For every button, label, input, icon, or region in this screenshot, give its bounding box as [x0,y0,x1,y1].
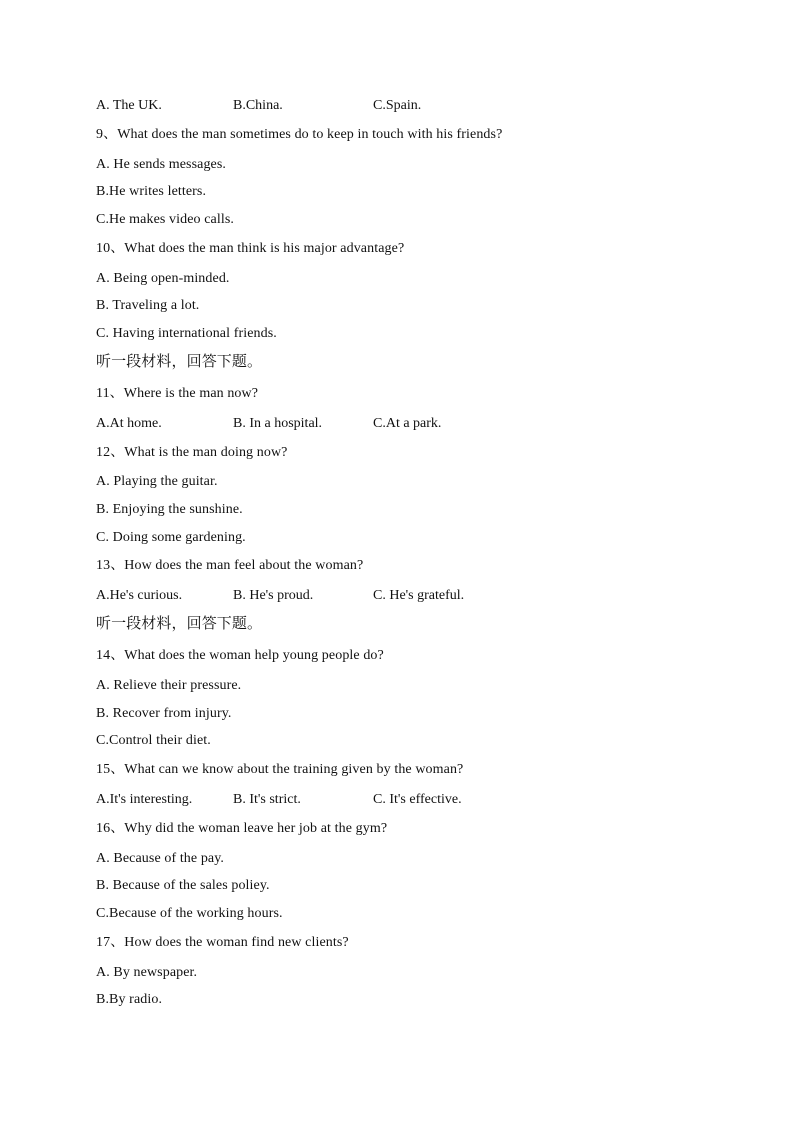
q10-option-b: B. Traveling a lot. [96,298,200,313]
q8-option-c: C.Spain. [373,98,422,113]
q8-option-b: B.China. [233,98,283,113]
q15-option-a: A.It's interesting. [96,792,193,807]
q16-question: 16、Why did the woman leave her job at the gym? [96,821,388,836]
q12-question: 12、What is the man doing now? [96,445,288,460]
q11-option-c: C.At a park. [373,416,442,431]
q11-option-a: A.At home. [96,416,162,431]
q8-options-row [96,97,696,115]
q13-question: 13、How does the man feel about the woman? [96,558,364,573]
q10-question: 10、What does the man think is his major advantage? [96,241,405,256]
q15-option-c: C. It's effective. [373,792,462,807]
q14-option-b: B. Recover from injury. [96,706,232,721]
q8-option-a: A. The UK. [96,98,162,113]
q9-option-b: B.He writes letters. [96,184,207,199]
q12-option-c: C. Doing some gardening. [96,530,246,545]
q9-option-c: C.He makes video calls. [96,212,234,227]
q17-question: 17、How does the woman find new clients? [96,935,349,950]
q15-question: 15、What can we know about the training given by the woman? [96,762,464,777]
q14-option-c: C.Control their diet. [96,733,211,748]
q11-option-b: B. In a hospital. [233,416,323,431]
q13-options-row [96,587,696,605]
q14-question: 14、What does the woman help young people do? [96,648,384,663]
q17-option-a: A. By newspaper. [96,965,198,980]
q16-option-b: B. Because of the sales poliey. [96,878,270,893]
q11-options-row [96,415,696,433]
q13-option-a: A.He's curious. [96,588,183,603]
q10-option-c: C. Having international friends. [96,326,277,341]
q16-option-a: A. Because of the pay. [96,851,225,866]
q15-options-row [96,791,696,809]
section-heading-2: 听一段材料，回答下题。 [96,614,263,632]
q10-option-a: A. Being open-minded. [96,271,230,286]
q9-question: 9、What does the man sometimes do to keep in touch with his friends? [96,127,503,142]
q16-option-c: C.Because of the working hours. [96,906,283,921]
q9-option-a: A. He sends messages. [96,157,227,172]
q13-option-c: C. He's grateful. [373,588,465,603]
q14-option-a: A. Relieve their pressure. [96,678,242,693]
q12-option-b: B. Enjoying the sunshine. [96,502,243,517]
q15-option-b: B. It's strict. [233,792,301,807]
q13-option-b: B. He's proud. [233,588,314,603]
q11-question: 11、Where is the man now? [96,386,259,401]
section-heading-1: 听一段材料，回答下题。 [96,352,263,370]
q12-option-a: A. Playing the guitar. [96,474,218,489]
q17-option-b: B.By radio. [96,992,163,1007]
